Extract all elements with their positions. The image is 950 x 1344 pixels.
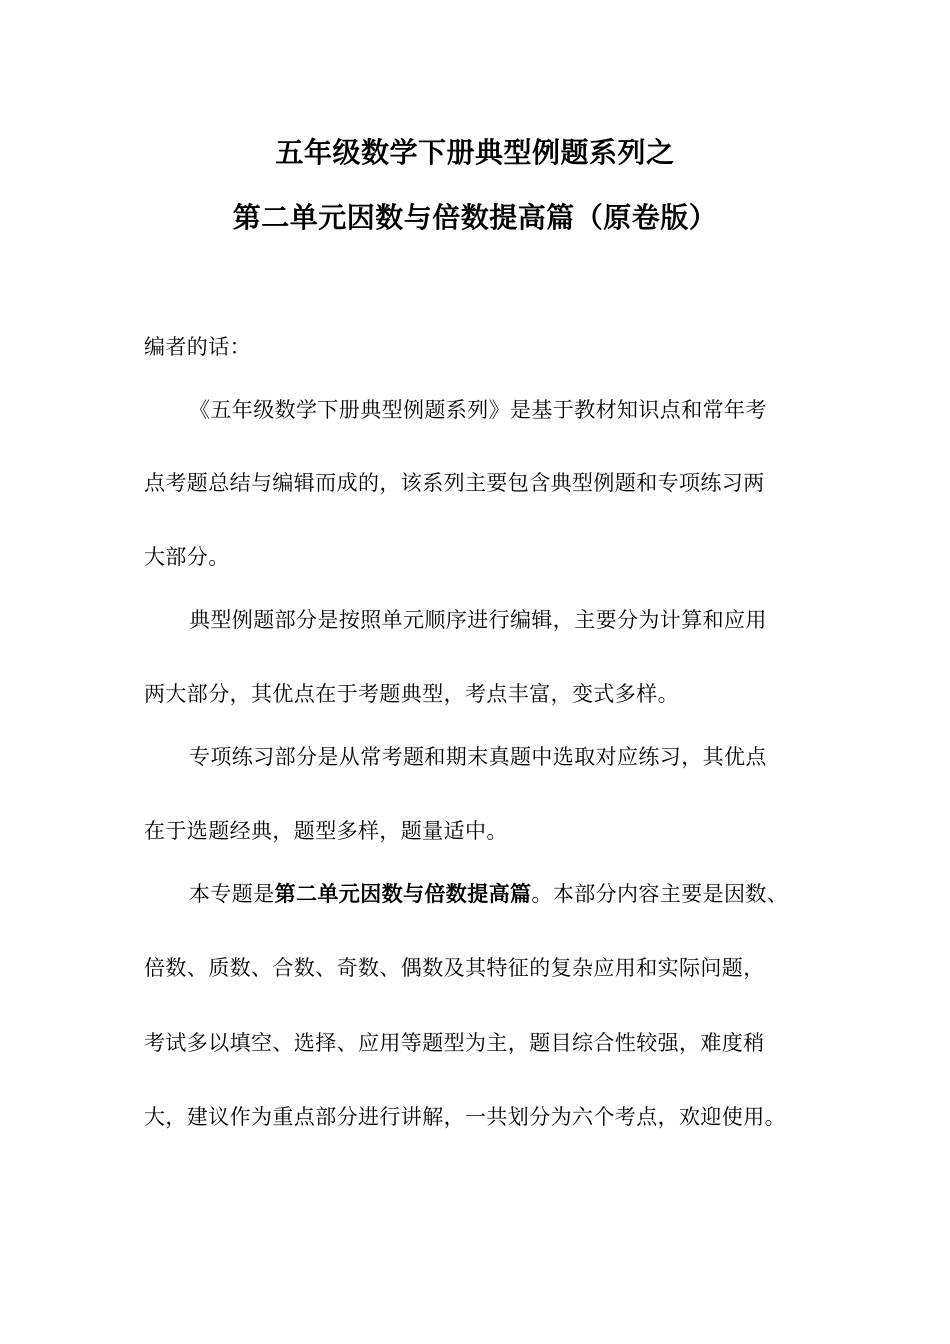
paragraph-4-line-3: 考试多以填空、选择、应用等题型为主，题目综合性较强，难度稍 <box>144 1031 765 1055</box>
paragraph-1-line-1: 《五年级数学下册典型例题系列》是基于教材知识点和常年考 <box>189 398 767 422</box>
editor-note-heading: 编者的话： <box>144 335 251 359</box>
document-title-line-1: 五年级数学下册典型例题系列之 <box>275 136 675 169</box>
paragraph-4-line-1 <box>189 880 788 908</box>
paragraph-4-prefix: 本专题是 <box>189 882 275 906</box>
paragraph-1-line-2: 点考题总结与编辑而成的，该系列主要包含典型例题和专项练习两 <box>144 471 765 495</box>
paragraph-4-line-2: 倍数、质数、合数、奇数、偶数及其特征的复杂应用和实际问题， <box>144 956 765 980</box>
paragraph-2-line-2: 两大部分，其优点在于考题典型，考点丰富，变式多样。 <box>144 682 679 706</box>
paragraph-4-suffix: 。本部分内容主要是因数、 <box>531 882 789 906</box>
paragraph-1-line-3: 大部分。 <box>144 545 230 569</box>
paragraph-3-line-1: 专项练习部分是从常考题和期末真题中选取对应练习，其优点 <box>189 745 767 769</box>
paragraph-3-line-2: 在于选题经典，题型多样，题量适中。 <box>144 819 508 843</box>
paragraph-4-line-4: 大，建议作为重点部分进行讲解，一共划分为六个考点，欢迎使用。 <box>144 1105 786 1129</box>
paragraph-4-bold-topic: 第二单元因数与倍数提高篇 <box>274 882 532 906</box>
paragraph-2-line-1: 典型例题部分是按照单元顺序进行编辑，主要分为计算和应用 <box>189 608 767 632</box>
document-title-line-2: 第二单元因数与倍数提高篇（原卷版） <box>232 201 718 234</box>
